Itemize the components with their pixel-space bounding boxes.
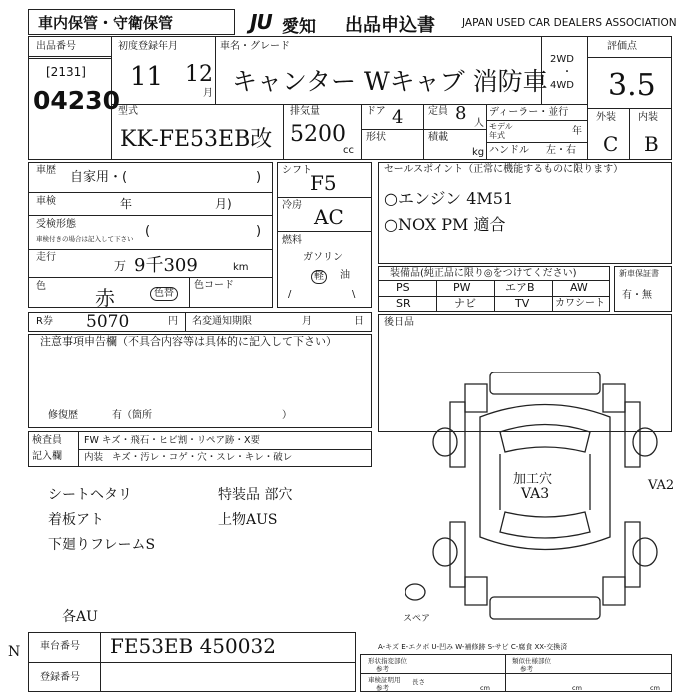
margin-mark: N — [8, 644, 21, 660]
mileage-unit: km — [233, 262, 249, 273]
diagram-note-code: VA3 — [521, 486, 550, 502]
inspector-label-2: 記入欄 — [32, 451, 62, 462]
repair-value: 有（箇所 — [112, 410, 152, 421]
load-label: 積載 — [428, 132, 448, 143]
proof-label: 車検証明用 — [368, 676, 401, 684]
mileage-man: 万 — [114, 259, 127, 273]
model-year-label: モデル年式 — [489, 122, 513, 140]
recycle-label: R券 — [36, 316, 53, 327]
interior-grade: B — [644, 132, 659, 156]
fuel-tick: / — [288, 289, 292, 300]
color-label: 色 — [36, 281, 46, 292]
recycle-unit: 円 — [168, 316, 178, 327]
color-value: 赤 — [95, 286, 115, 310]
length-label: 長さ — [412, 678, 425, 686]
diagram-note-body: 加工穴 — [513, 472, 553, 487]
equip-airbag: エアB — [505, 281, 535, 294]
shape-change-ref: 参考 — [376, 665, 389, 673]
inspector-row-2: キズ・汚レ・コゲ・穴・スレ・キレ・破レ — [112, 452, 293, 463]
region-name: 愛知 — [282, 17, 316, 37]
receive-note: 車検付きの場合は記入して下さい — [36, 235, 134, 243]
handle-label: ハンドル — [489, 145, 529, 156]
repair-label: 修復歴 — [48, 410, 78, 421]
shaken-year: 年 — [120, 197, 133, 211]
handwritten-note-6: 各AU — [62, 609, 98, 625]
history-close: ) — [256, 170, 262, 185]
history-label: 車歴 — [36, 165, 56, 176]
notes-label: 注意事項申告欄（不具合内容等は具体的に記入して下さい） — [40, 335, 337, 348]
drive-dot: ・ — [562, 67, 572, 78]
ju-logo: JU — [250, 10, 272, 34]
equip-ps: PS — [396, 281, 410, 294]
form-title: 出品申込書 — [345, 15, 435, 36]
interior-label: 内装 — [638, 112, 658, 123]
history-value: 自家用・( — [70, 170, 128, 185]
receive-label: 受検形態 — [36, 219, 76, 230]
exterior-label: 外装 — [596, 112, 616, 123]
shift-label: シフト — [282, 165, 312, 176]
equip-pw: PW — [453, 281, 471, 294]
similar-spec-label: 類似仕様部位 — [512, 657, 551, 665]
model-value: KK-FE53EB改 — [120, 127, 273, 152]
handwritten-note-2: 着板アト — [48, 512, 104, 528]
load-unit: kg — [472, 147, 485, 158]
spare-label: スペア — [403, 614, 431, 624]
equip-navi: ナビ — [454, 297, 476, 310]
color-code-label: 色コード — [194, 280, 234, 291]
registration-month: 12 — [185, 62, 213, 87]
sales-point-1: ○エンジン 4M51 — [384, 189, 514, 208]
fuel-selected: 軽 — [311, 270, 327, 284]
mileage-value: 9千309 — [134, 255, 198, 276]
model-year-unit: 年 — [572, 126, 582, 137]
capacity-unit: 人 — [474, 118, 484, 129]
lot-label: 出品番号 — [36, 41, 76, 52]
warranty-label: 新車保証書 — [619, 269, 659, 278]
inspector-row-1: FW キズ・飛石・ヒビ割・リペア跡・X要 — [84, 435, 261, 446]
score-label: 評価点 — [607, 41, 637, 52]
handwritten-note-1: シートヘタリ — [48, 487, 132, 503]
receive-close: ) — [256, 224, 262, 239]
capacity-label: 定員 — [428, 106, 448, 117]
ac-value: AC — [314, 205, 344, 229]
name-change-month: 月 — [302, 316, 312, 327]
fuel-tick-2: \ — [352, 289, 356, 300]
chassis-label: 車台番号 — [40, 641, 80, 652]
notes-box — [28, 334, 372, 428]
repair-close: ） — [282, 410, 292, 421]
ac-label: 冷房 — [282, 200, 302, 211]
chassis-value: FE53EB 450032 — [110, 634, 276, 658]
handle-options: 左・右 — [546, 145, 576, 156]
registration-month-unit: 月 — [203, 88, 213, 99]
dealer-label: ディーラー・並行 — [489, 107, 569, 118]
association-name: JAPAN USED CAR DEALERS ASSOCIATION — [462, 17, 677, 29]
name-change-label: 名変通知期限 — [192, 316, 252, 327]
lot-number: 04230 — [33, 86, 120, 115]
registration-year: 11 — [130, 62, 164, 92]
drive-4wd: 4WD — [550, 80, 574, 91]
door-label: ドア — [366, 106, 386, 117]
equip-leather: カワシート — [555, 298, 605, 309]
fuel-options: ガソリン — [303, 252, 343, 263]
car-name-label: 車名・グレード — [220, 41, 290, 52]
shape-label: 形状 — [366, 132, 386, 143]
car-name-value: キャンター Wキャブ 消防車 — [232, 67, 548, 96]
shape-change-label: 形状指変部位 — [368, 657, 407, 665]
capacity-value: 8 — [455, 103, 467, 124]
inspector-row-2-label: 内装 — [84, 452, 104, 463]
damage-legend: A-キズ E-エクボ U-凹み W-補修跡 S-サビ C-腐食 XX-交換済 — [378, 643, 568, 651]
equipment-label: 装備品(純正品に限り◎をつけてください) — [390, 268, 577, 279]
proof-ref: 参考 — [376, 684, 389, 692]
length-unit-3: cm — [650, 684, 660, 692]
length-unit-2: cm — [572, 684, 582, 692]
diagram-side-note: VA2 — [648, 478, 675, 493]
shaken-label: 車検 — [36, 196, 56, 207]
fuel-other: 油 — [340, 270, 350, 281]
inspector-label-1: 検査員 — [32, 435, 62, 446]
similar-ref: 参考 — [520, 665, 533, 673]
displacement-value: 5200 — [290, 122, 346, 147]
recycle-value: 5070 — [86, 312, 130, 332]
reg-number-label: 登録番号 — [40, 672, 80, 683]
handwritten-note-3: 下廻りフレームS — [48, 537, 156, 553]
equip-tv: TV — [515, 297, 530, 310]
shift-value: F5 — [310, 171, 337, 195]
handwritten-note-5: 上物AUS — [218, 512, 278, 528]
color-change: 色替 — [150, 287, 178, 301]
mileage-label: 走行 — [36, 252, 56, 263]
displacement-label: 排気量 — [290, 106, 320, 117]
warranty-value: 有・無 — [622, 290, 652, 301]
name-change-day: 日 — [354, 316, 364, 327]
registration-label: 初度登録年月 — [118, 41, 178, 52]
storage-title: 車内保管・守衛保管 — [38, 14, 174, 32]
length-unit-1: cm — [480, 684, 490, 692]
model-label: 型式 — [118, 106, 138, 117]
exterior-grade: C — [603, 132, 619, 156]
handwritten-note-4: 特装品 部穴 — [218, 487, 293, 503]
drive-2wd: 2WD — [550, 54, 574, 65]
lot-sub: [2131] — [46, 65, 86, 79]
later-day-label: 後日品 — [384, 317, 414, 328]
displacement-unit: cc — [343, 145, 354, 156]
sales-points-label: セールスポイント（正常に機能するものに限ります） — [384, 164, 624, 175]
fuel-label: 燃料 — [282, 235, 302, 246]
receive-open: ( — [145, 224, 151, 239]
sales-point-2: ○NOX PM 適合 — [384, 215, 506, 234]
shaken-month: 月) — [215, 197, 232, 211]
equip-aw: AW — [570, 281, 588, 294]
door-value: 4 — [392, 107, 404, 128]
equip-sr: SR — [396, 297, 411, 310]
score-value: 3.5 — [608, 68, 656, 103]
